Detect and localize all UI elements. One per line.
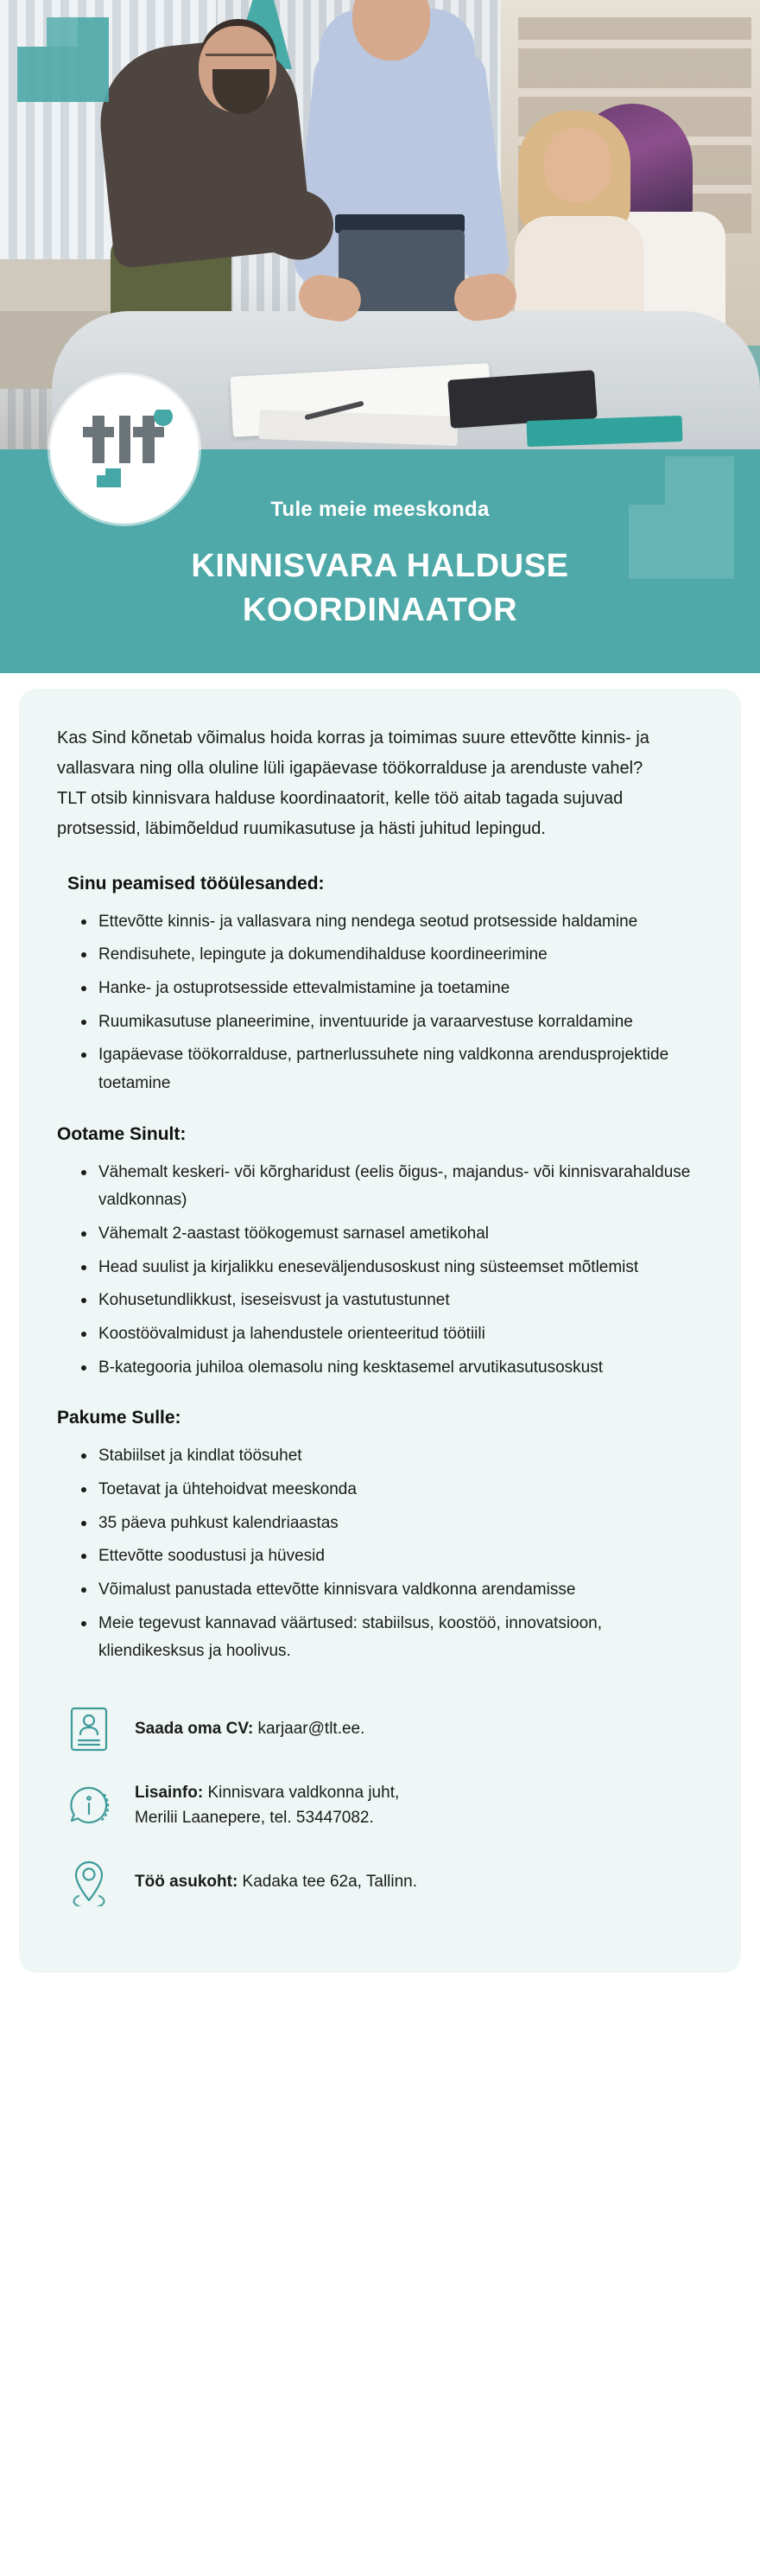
list-item: Ruumikasutuse planeerimine, inventuuride ja varaarvestuse korraldamine [79,1008,703,1037]
section-heading-offer: Pakume Sulle: [57,1408,181,1428]
contact-block [57,1704,703,1907]
tlt-logo-icon [76,410,173,489]
contact-value-cv[interactable]: karjaar@tlt.ee. [253,1720,365,1739]
contact-text-cv [135,1716,364,1741]
contact-label-info: Lisainfo: [135,1784,204,1803]
list-item: Meie tegevust kannavad väärtused: stabiilsus, koostöö, innovatsioon, kliendikesksus ja hoolivus. [79,1610,703,1666]
intro-paragraph-1: Kas Sind kõnetab võimalus hoida korras ja toimimas suure ettevõtte kinnis- ja vallasvara ning olla oluline lüli igapäevase töökorralduse ja arenduste vahel? [57,728,649,778]
list-item: Ettevõtte soodustusi ja hüvesid [79,1542,703,1571]
teal-arrow-decoration-icon [12,12,116,107]
list-item: Rendisuhete, lepingute ja dokumendihalduse koordineerimine [79,941,703,970]
list-item: Head suulist ja kirjalikku eneseväljendusoskust ning süsteemset mõtlemist [79,1254,703,1282]
list-item: Vähemalt keskeri- või kõrgharidust (eelis õigus-, majandus- või kinnisvarahalduse valdkonnas) [79,1159,703,1215]
requirements-list [57,1159,703,1383]
contact-value-location: Kadaka tee 62a, Tallinn. [238,1873,418,1892]
list-item: Igapäevase töökorralduse, partnerlussuhete ning valdkonna arendusprojektide toetamine [79,1041,703,1097]
title-band [0,449,760,673]
cv-card-icon [64,1704,114,1754]
list-item: Ettevõtte kinnis- ja vallasvara ning nendega seotud protsesside haldamine [79,908,703,937]
page-title-line-2: KOORDINAATOR [242,592,518,629]
contact-value-info-line2: Merilii Laanepere, tel. 53447082. [135,1809,374,1828]
list-item: Vähemalt 2-aastast töökogemust sarnasel ametikohal [79,1220,703,1249]
info-bubble-icon [64,1780,114,1830]
list-item: Võimalust panustada ettevõtte kinnisvara valdkonna arendamisse [79,1576,703,1605]
intro-paragraphs [57,723,703,844]
content-card [19,689,741,1973]
contact-row-info [57,1780,703,1831]
list-item: 35 päeva puhkust kalendriaastas [79,1510,703,1538]
tlt-logo-badge [50,375,199,524]
list-item: Kohusetundlikkust, iseseisvust ja vastutustunnet [79,1287,703,1315]
list-item: Toetavat ja ühtehoidvat meeskonda [79,1476,703,1504]
page-title-line-1: KINNISVARA HALDUSE [191,548,569,584]
contact-row-cv [57,1704,703,1754]
list-item: B-kategooria juhiloa olemasolu ning kesktasemel arvutikasutusoskust [79,1354,703,1383]
duties-list [57,908,703,1098]
intro-paragraph-2: TLT otsib kinnisvara halduse koordinaatorit, kelle töö aitab tagada sujuvad protsessid, läbimõeldud ruumikasutuse ja hästi juhitud lepingud. [57,788,624,838]
contact-value-info: Kinnisvara valdkonna juht, [203,1784,400,1803]
offer-list [57,1442,703,1666]
contact-text-info [135,1780,399,1831]
contact-row-location [57,1857,703,1907]
contact-label-cv: Saada oma CV: [135,1720,254,1739]
kicker-text: Tule meie meeskonda [270,498,490,521]
contact-label-location: Töö asukoht: [135,1873,238,1892]
location-pin-icon [64,1857,114,1907]
section-heading-duties: Sinu peamised tööülesanded: [67,873,325,894]
contact-text-location [135,1869,417,1894]
list-item: Stabiilset ja kindlat töösuhet [79,1442,703,1471]
section-heading-requirements: Ootame Sinult: [57,1123,187,1144]
band-arrow-decoration-icon [625,453,738,582]
list-item: Hanke- ja ostuprotsesside ettevalmistamine ja toetamine [79,975,703,1003]
list-item: Koostöövalmidust ja lahendustele orienteeritud töötiili [79,1320,703,1349]
